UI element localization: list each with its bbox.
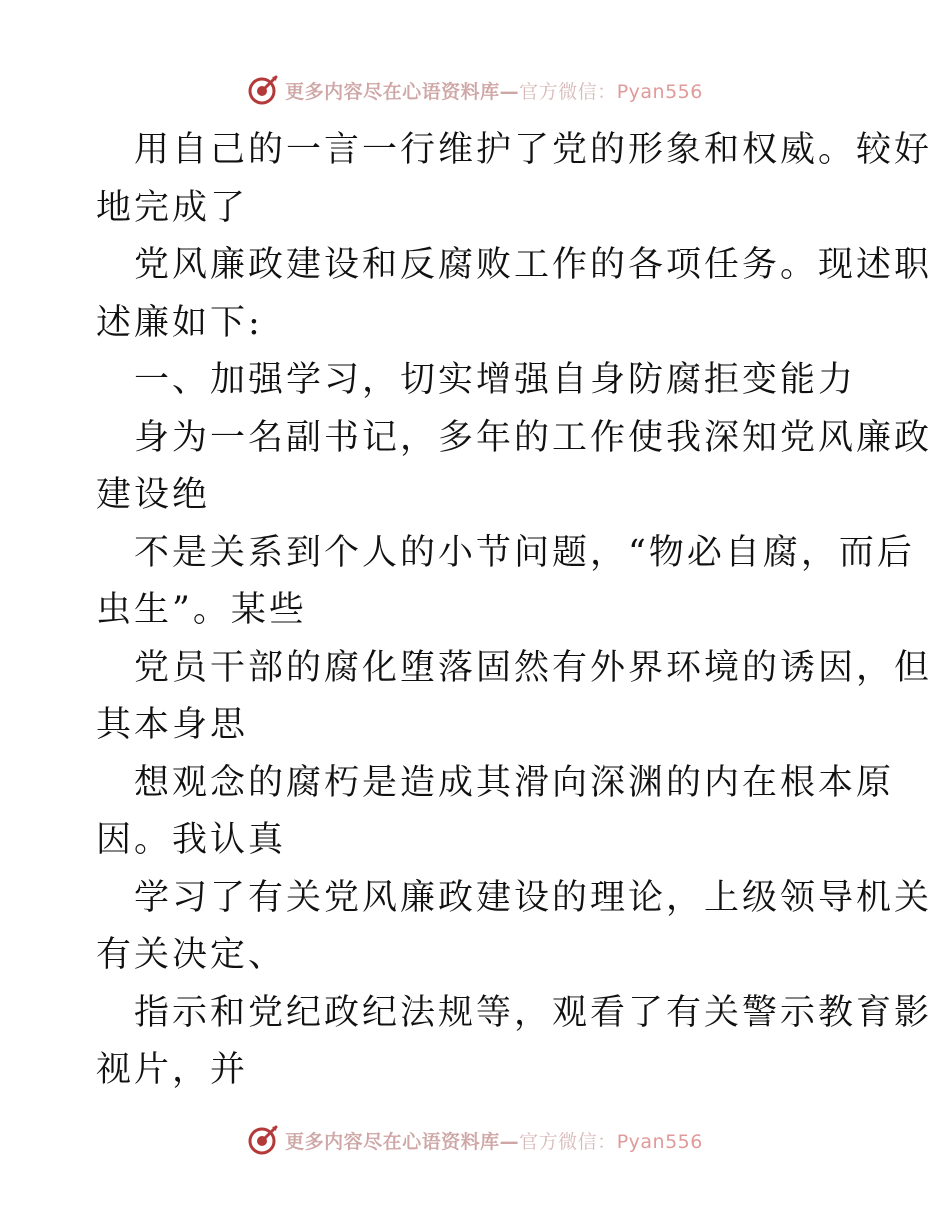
- body-line: 视片，并: [96, 1050, 249, 1090]
- banner-main-text: 更多内容尽在心语资料库—: [285, 80, 520, 103]
- header-banner: [0, 70, 950, 110]
- body-line: 指示和党纪政纪法规等，观看了有关警示教育影: [134, 992, 933, 1033]
- body-line: 建设绝: [96, 475, 211, 515]
- pen-circle-logo-icon: [247, 74, 279, 106]
- body-line: 地完成了: [96, 187, 249, 228]
- footer-banner: [0, 1120, 950, 1160]
- banner-text: [285, 77, 703, 104]
- section-heading: 一、加强学习，切实增强自身防腐拒变能力: [134, 360, 857, 400]
- banner-text: [285, 1127, 703, 1154]
- body-line: 学习了有关党风廉政建设的理论，上级领导机关: [134, 877, 933, 918]
- body-line: 有关决定、: [96, 935, 287, 975]
- body-line: 述廉如下:: [96, 302, 263, 343]
- body-line: 其本身思: [96, 705, 249, 745]
- banner-wechat-id: Pyan556: [616, 1130, 703, 1153]
- body-line: 不是关系到个人的小节问题，“物必自腐，而后: [134, 532, 915, 573]
- body-line: 党风廉政建设和反腐败工作的各项任务。现述职: [134, 245, 933, 285]
- body-line: 用自己的一言一行维护了党的形象和权威。较好: [134, 130, 933, 170]
- document-body: [96, 122, 933, 1100]
- banner-wechat-id: Pyan556: [616, 80, 703, 103]
- banner-main-text: 更多内容尽在心语资料库—: [285, 1130, 520, 1153]
- body-line: 党员干部的腐化堕落固然有外界环境的诱因，但: [134, 647, 933, 688]
- body-line: 虫生”。某些: [96, 590, 307, 630]
- banner-wechat-label: 官方微信：: [519, 1130, 617, 1153]
- banner-wechat-label: 官方微信：: [519, 80, 617, 103]
- body-line: 想观念的腐朽是造成其滑向深渊的内在根本原: [134, 762, 895, 803]
- pen-circle-logo-icon: [247, 1124, 279, 1156]
- body-line: 身为一名副书记，多年的工作使我深知党风廉政: [134, 417, 933, 458]
- body-line: 因。我认真: [96, 820, 287, 860]
